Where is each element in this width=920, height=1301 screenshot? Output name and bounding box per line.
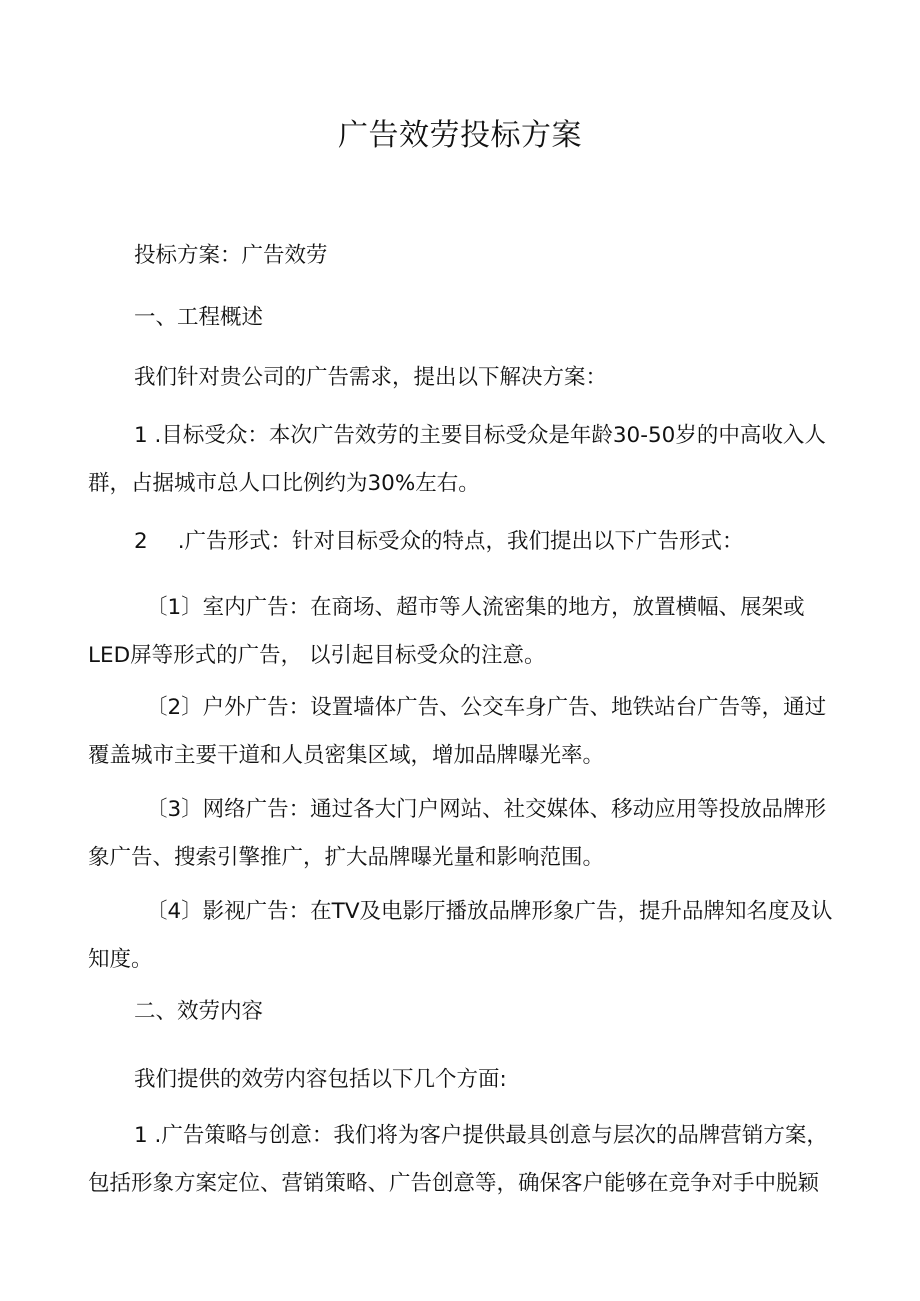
paragraph-strategy-creative: 1 .广告策略与创意：我们将为客户提供最具创意与层次的品牌营销方案，包括形象方案定位、营销策略、广告创意等，确保客户能够在竞争对手中脱颖 [88, 1123, 828, 1196]
paragraph-tv-ads: 〔4〕影视广告：在TV及电影厅播放品牌形象广告，提升品牌知名度及认知度。 [88, 899, 833, 972]
heading-project-overview: 一、工程概述 [134, 305, 264, 330]
list-number: 2 [134, 529, 148, 554]
heading-service-content: 二、效劳内容 [134, 999, 264, 1024]
paragraph-bid-plan: 投标方案：广告效劳 [134, 243, 328, 268]
paragraph-outdoor-ads: 〔2〕户外广告：设置墙体广告、公交车身广告、地铁站台广告等，通过覆盖城市主要干道和人员密集区域，增加品牌曝光率。 [88, 695, 827, 768]
paragraph-target-audience: 1 .目标受众：本次广告效劳的主要目标受众是年龄30-50岁的中高收入人群，占据城市总人口比例约为30%左右。 [88, 423, 826, 496]
paragraph-service-intro: 我们提供的效劳内容包括以下几个方面: [134, 1067, 507, 1092]
paragraph-indoor-ads: 〔1〕室内广告：在商场、超市等人流密集的地方，放置横幅、展架或LED屏等形式的广告， 以引起目标受众的注意。 [88, 595, 805, 668]
document-title: 广告效劳投标方案 [338, 118, 582, 153]
paragraph-intro: 我们针对贵公司的广告需求，提出以下解决方案： [134, 365, 608, 390]
ad-forms-text: .广告形式：针对目标受众的特点，我们提出以下广告形式： [177, 529, 744, 554]
paragraph-ad-forms [88, 518, 840, 566]
paragraph-online-ads: 〔3〕网络广告：通过各大门户网站、社交媒体、移动应用等投放品牌形象广告、搜索引擎推广，扩大品牌曝光量和影响范围。 [88, 797, 827, 870]
